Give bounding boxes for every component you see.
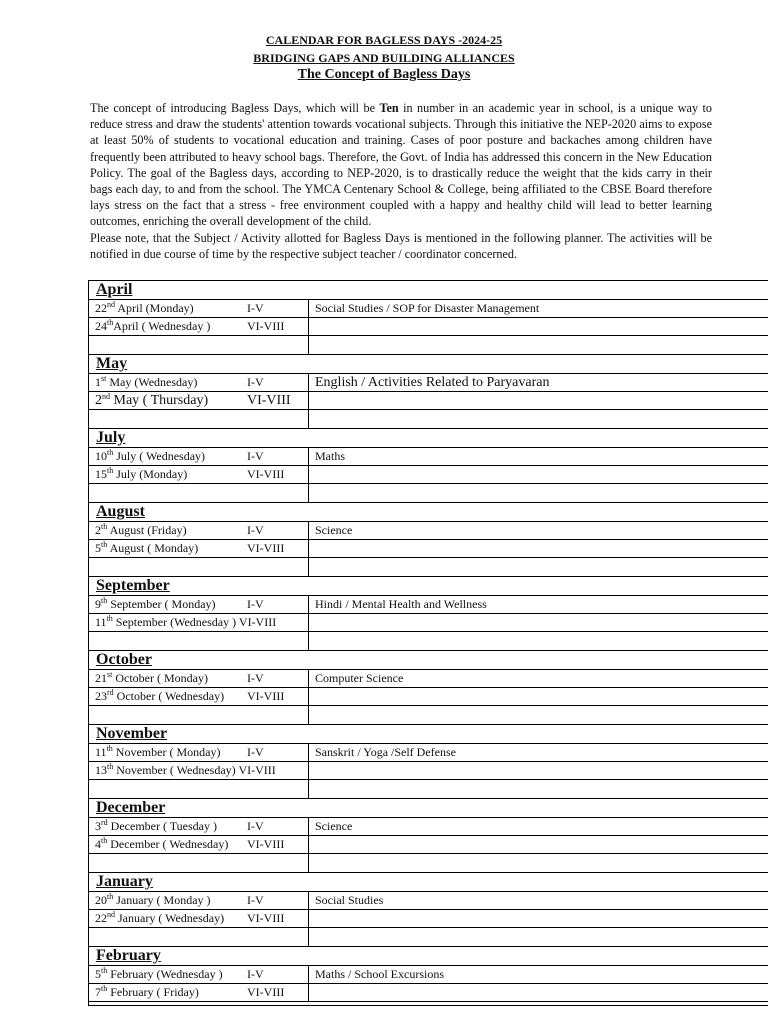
day-suffix: nd bbox=[107, 300, 115, 309]
grade-label: I-V bbox=[247, 819, 264, 833]
table-row bbox=[89, 984, 768, 1002]
spacer-row bbox=[89, 928, 768, 947]
month-heading bbox=[89, 503, 768, 522]
date-label: September (Wednesday ) VI-VIII bbox=[112, 615, 277, 629]
date-text bbox=[95, 448, 205, 465]
date-cell bbox=[89, 892, 309, 909]
month-heading bbox=[89, 281, 768, 300]
month-heading bbox=[89, 873, 768, 892]
activity-cell bbox=[309, 540, 768, 557]
table-row bbox=[89, 300, 768, 318]
grade-label: I-V bbox=[247, 671, 264, 685]
date-text bbox=[95, 688, 224, 705]
table-row bbox=[89, 818, 768, 836]
date-label: September ( Monday) bbox=[107, 597, 216, 611]
intro-text-part: in number in an academic year in school, is a unique way to reduce stress and draw the students' attention towards vocational subjects. Through this initiative the NEP-2020 aims to expose at least 50% of students to vocational education and training. Cases of poor posture and backaches among children have frequently been attributed to heavy school bags. Therefore, the Govt. of India has addressed this concern in the New Education Policy. The goal of the Bagless days, according to NEP-2020, is to drastically reduce the weight that the kids carry in their bags each day, to and from the school. The YMCA Centenary School & College, being affiliated to the CBSE Board therefore lays stress on the fact that a stress - free environment coupled with a happy and healthy child will lead to better learning outcomes, enriching the overall development of the child. bbox=[90, 101, 712, 229]
date-cell bbox=[89, 448, 309, 465]
day-suffix: th bbox=[107, 448, 114, 457]
day-number: 5 bbox=[95, 541, 101, 555]
table-row bbox=[89, 688, 768, 706]
day-suffix: th bbox=[107, 762, 114, 771]
month-name: October bbox=[96, 651, 152, 668]
date-label: May (Wednesday) bbox=[106, 375, 198, 389]
activity-cell bbox=[309, 466, 768, 483]
day-number: 13 bbox=[95, 763, 107, 777]
document-subtitle: BRIDGING GAPS AND BUILDING ALLIANCES bbox=[253, 51, 515, 65]
grade-label: VI-VIII bbox=[247, 393, 291, 408]
table-row bbox=[89, 966, 768, 984]
date-text bbox=[95, 984, 199, 1001]
date-label: January ( Monday ) bbox=[113, 893, 211, 907]
date-text bbox=[95, 522, 187, 539]
activity-cell bbox=[309, 984, 768, 1001]
grade-label: VI-VIII bbox=[247, 689, 285, 703]
grade-label: I-V bbox=[247, 745, 264, 759]
day-suffix: th bbox=[107, 892, 114, 901]
activity-cell bbox=[309, 614, 768, 631]
month-heading bbox=[89, 429, 768, 448]
month-heading bbox=[89, 355, 768, 374]
date-text bbox=[95, 466, 187, 483]
table-row bbox=[89, 744, 768, 762]
month-heading bbox=[89, 947, 768, 966]
date-cell bbox=[89, 670, 309, 687]
date-label: August ( Monday) bbox=[107, 541, 199, 555]
day-suffix: th bbox=[107, 318, 114, 327]
intro-text bbox=[90, 100, 712, 262]
table-row bbox=[89, 374, 768, 392]
day-suffix: st bbox=[107, 670, 113, 679]
month-heading bbox=[89, 725, 768, 744]
month-name: May bbox=[96, 355, 128, 372]
table-row bbox=[89, 522, 768, 540]
date-label: February ( Friday) bbox=[107, 985, 199, 999]
spacer-row bbox=[89, 854, 768, 873]
grade-label: VI-VIII bbox=[247, 911, 285, 925]
activity-cell bbox=[309, 762, 768, 779]
grade-label: I-V bbox=[247, 523, 264, 537]
date-label: August (Friday) bbox=[107, 523, 187, 537]
bagless-days-table bbox=[88, 280, 768, 1006]
date-label: May ( Thursday) bbox=[110, 393, 209, 408]
month-name: July bbox=[96, 429, 126, 446]
date-cell bbox=[89, 762, 309, 779]
date-cell bbox=[89, 688, 309, 705]
day-number: 3 bbox=[95, 819, 101, 833]
day-suffix: th bbox=[106, 614, 113, 623]
date-text bbox=[95, 374, 197, 391]
grade-label: I-V bbox=[247, 375, 264, 389]
date-label: January ( Wednesday) bbox=[115, 911, 225, 925]
date-label: November ( Monday) bbox=[112, 745, 221, 759]
day-number: 24 bbox=[95, 319, 107, 333]
date-label: July ( Wednesday) bbox=[113, 449, 206, 463]
date-cell bbox=[89, 836, 309, 853]
grade-label: I-V bbox=[247, 301, 264, 315]
date-text bbox=[95, 318, 210, 335]
activity-cell bbox=[309, 392, 768, 409]
date-text bbox=[95, 614, 276, 631]
spacer-row bbox=[89, 484, 768, 503]
day-number: 2 bbox=[95, 393, 102, 408]
table-row bbox=[89, 596, 768, 614]
date-text bbox=[95, 540, 198, 557]
table-row bbox=[89, 318, 768, 336]
intro-paragraph-1 bbox=[90, 100, 712, 230]
intro-text-part: The concept of introducing Bagless Days, which will be bbox=[90, 101, 380, 115]
grade-label: I-V bbox=[247, 893, 264, 907]
table-row bbox=[89, 614, 768, 632]
date-cell bbox=[89, 910, 309, 927]
activity-cell bbox=[309, 836, 768, 853]
date-text bbox=[95, 892, 211, 909]
activity-cell: Sanskrit / Yoga /Self Defense bbox=[315, 745, 456, 759]
date-cell bbox=[89, 596, 309, 613]
date-label: December ( Wednesday) bbox=[107, 837, 229, 851]
intro-bold-ten: Ten bbox=[379, 101, 399, 115]
day-number: 4 bbox=[95, 837, 101, 851]
day-number: 11 bbox=[95, 745, 107, 759]
day-number: 7 bbox=[95, 985, 101, 999]
day-suffix: th bbox=[107, 466, 114, 475]
month-heading bbox=[89, 799, 768, 818]
grade-label: VI-VIII bbox=[247, 467, 285, 481]
date-text bbox=[95, 762, 276, 779]
activity-cell: Social Studies / SOP for Disaster Management bbox=[315, 301, 540, 315]
date-cell bbox=[89, 984, 309, 1001]
grade-label: VI-VIII bbox=[247, 837, 285, 851]
month-name: August bbox=[96, 503, 145, 520]
day-number: 9 bbox=[95, 597, 101, 611]
day-number: 22 bbox=[95, 301, 107, 315]
day-suffix: th bbox=[101, 540, 108, 549]
section-heading: The Concept of Bagless Days bbox=[297, 67, 471, 82]
date-cell bbox=[89, 966, 309, 983]
date-label: October ( Monday) bbox=[112, 671, 208, 685]
day-suffix: th bbox=[101, 596, 108, 605]
spacer-row bbox=[89, 558, 768, 577]
table-row bbox=[89, 466, 768, 484]
day-number: 15 bbox=[95, 467, 107, 481]
table-row bbox=[89, 540, 768, 558]
activity-cell bbox=[309, 318, 768, 335]
month-name: January bbox=[96, 873, 153, 890]
date-cell bbox=[89, 522, 309, 539]
activity-cell: Maths bbox=[315, 449, 345, 463]
table-row bbox=[89, 448, 768, 466]
day-suffix: rd bbox=[107, 688, 114, 697]
table-row bbox=[89, 762, 768, 780]
activity-cell: Maths / School Excursions bbox=[315, 967, 444, 981]
date-label: April (Monday) bbox=[115, 301, 194, 315]
intro-paragraph-2: Please note, that the Subject / Activity allotted for Bagless Days is mentioned in the following planner. The activities will be notified in due course of time by the respective subject teacher / coordinator concerned. bbox=[90, 230, 712, 261]
table-row bbox=[89, 910, 768, 928]
day-suffix: nd bbox=[107, 910, 115, 919]
date-cell bbox=[89, 300, 309, 317]
day-suffix: th bbox=[101, 522, 108, 531]
grade-label: I-V bbox=[247, 597, 264, 611]
day-number: 11 bbox=[95, 615, 107, 629]
table-row bbox=[89, 836, 768, 854]
day-suffix: th bbox=[106, 744, 113, 753]
date-cell bbox=[89, 540, 309, 557]
date-text bbox=[95, 966, 223, 983]
spacer-row bbox=[89, 336, 768, 355]
month-name: December bbox=[96, 799, 166, 816]
grade-label: VI-VIII bbox=[247, 319, 285, 333]
date-label: February (Wednesday ) bbox=[107, 967, 223, 981]
date-text bbox=[95, 744, 220, 761]
date-text bbox=[95, 910, 224, 927]
spacer-row bbox=[89, 632, 768, 651]
date-label: July (Monday) bbox=[113, 467, 188, 481]
activity-cell: Hindi / Mental Health and Wellness bbox=[315, 597, 487, 611]
day-suffix: rd bbox=[101, 818, 108, 827]
day-number: 2 bbox=[95, 523, 101, 537]
grade-label: VI-VIII bbox=[247, 985, 285, 999]
month-name: September bbox=[96, 577, 170, 594]
day-number: 10 bbox=[95, 449, 107, 463]
month-name: November bbox=[96, 725, 168, 742]
date-cell bbox=[89, 374, 309, 391]
day-suffix: nd bbox=[102, 392, 110, 401]
table-row bbox=[89, 892, 768, 910]
activity-cell bbox=[309, 910, 768, 927]
month-heading bbox=[89, 577, 768, 596]
date-label: April ( Wednesday ) bbox=[113, 319, 211, 333]
day-number: 21 bbox=[95, 671, 107, 685]
date-text bbox=[95, 836, 228, 853]
month-name: February bbox=[96, 947, 161, 964]
activity-cell: Computer Science bbox=[315, 671, 404, 685]
date-text bbox=[95, 300, 194, 317]
document-title: CALENDAR FOR BAGLESS DAYS -2024-25 bbox=[265, 33, 503, 47]
day-suffix: th bbox=[101, 966, 108, 975]
activity-cell: Science bbox=[315, 523, 353, 537]
date-cell bbox=[89, 318, 309, 335]
date-cell bbox=[89, 744, 309, 761]
day-suffix: th bbox=[101, 836, 108, 845]
date-cell bbox=[89, 392, 309, 409]
day-number: 5 bbox=[95, 967, 101, 981]
date-cell bbox=[89, 466, 309, 483]
grade-label: VI-VIII bbox=[247, 541, 285, 555]
date-text bbox=[95, 392, 208, 409]
date-cell bbox=[89, 614, 309, 631]
date-label: December ( Tuesday ) bbox=[107, 819, 217, 833]
date-label: October ( Wednesday) bbox=[113, 689, 225, 703]
day-suffix: st bbox=[101, 374, 107, 383]
activity-cell: Social Studies bbox=[315, 893, 384, 907]
day-number: 23 bbox=[95, 689, 107, 703]
table-row bbox=[89, 392, 768, 410]
day-number: 20 bbox=[95, 893, 107, 907]
month-heading bbox=[89, 651, 768, 670]
date-text bbox=[95, 670, 208, 687]
activity-cell: Science bbox=[315, 819, 353, 833]
date-text bbox=[95, 818, 217, 835]
grade-label: I-V bbox=[247, 449, 264, 463]
date-cell bbox=[89, 818, 309, 835]
activity-cell: English / Activities Related to Paryavaran bbox=[315, 375, 550, 390]
month-name: April bbox=[96, 281, 133, 298]
date-text bbox=[95, 596, 216, 613]
table-row bbox=[89, 670, 768, 688]
spacer-row bbox=[89, 780, 768, 799]
day-suffix: th bbox=[101, 984, 108, 993]
day-number: 22 bbox=[95, 911, 107, 925]
grade-label: I-V bbox=[247, 967, 264, 981]
date-label: November ( Wednesday) VI-VIII bbox=[113, 763, 276, 777]
day-number: 1 bbox=[95, 375, 101, 389]
spacer-row bbox=[89, 410, 768, 429]
activity-cell bbox=[309, 688, 768, 705]
spacer-row bbox=[89, 706, 768, 725]
